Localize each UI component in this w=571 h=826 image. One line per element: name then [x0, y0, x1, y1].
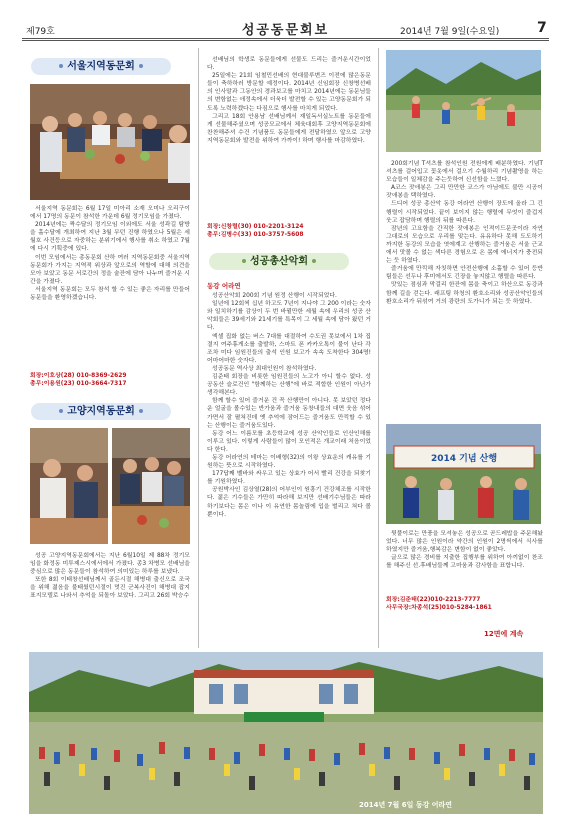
- seoul-contacts: 회장:이호상(28) 010-8369-2629 총무:이용원(23) 010-3664-7317: [30, 373, 127, 388]
- goyang-photo-right: [112, 428, 190, 544]
- column-rule: [198, 48, 199, 648]
- hiking-exercise-photo: [386, 50, 541, 152]
- page-number: 7: [537, 20, 547, 36]
- group-hiking-photo: [29, 652, 543, 814]
- header-rule-thin: [22, 40, 549, 41]
- sanak-contacts: 회장:김준태(22)010-2213-7777 사무국장:차종석(25)010-5284-1861: [386, 597, 492, 612]
- bullet-dot-icon: [242, 259, 246, 263]
- goyang-photo-left: [30, 428, 108, 544]
- goyang-contacts: 회장:신창렬(30) 010-2201-3124 총무:김병수(33) 010-3757-5608: [207, 224, 304, 239]
- bullet-dot-icon: [59, 409, 63, 413]
- sanak-article-end: 뒷풀이로는 만풍을 모셔놓은 성공으로 곧드레밥을 주문해놨었다. 너무 많은 인원이라 약간의 인원이 2명씩에서 식사를 하였지만 즐거움,행복감은 변함이 없이 좋았다. 글으로 많은 경비를 지출한 집행부를 위하여 아끼없이 찬조를 해주신 선.후배님들께 고마움과 감사함을 표합니다.: [386, 531, 543, 570]
- seoul-meeting-photo: [30, 84, 190, 200]
- seoul-section-title: 서울지역동문회: [31, 58, 171, 75]
- issue-date: 2014년 7월 9일(수요일): [400, 27, 500, 37]
- bullet-dot-icon: [139, 409, 143, 413]
- newsletter-title: 성공동문회보: [241, 23, 330, 38]
- goyang-article: 성공 고양지역동문회에서는 지난 6월10일 제 88차 정기모임을 화정동 미투제스시에서에서 가졌다. 종3 차병모 선배님을 중심으로 많은 동문들이 참석하여 의미있는 하루를 보냈다. 또한 8회 이태창선배님께서 골든시절 해병대 출신으로 조국을 위해 젊음을 불태웠던시절이 멋진 군복사진이 해병대 잡지 표지모델로 나와서 추억을 되돌아 보았다. 그리고 26회 박승수: [30, 553, 190, 600]
- goyang-article-continued: 선배님의 학생로 동문들에게 선물도 드리는 즐거운시간이었다. 25일에는 21회 임철민선배의 현대불루변즈 이전에 많은동문들이 축하하러 방문할 예정이다. 2014년 신임회장 신창병선배의 인사말과 그동안의 경과보고를 마치고 2014년에는 동문님들의 변함없는 애정속에서 더욱더 발전할 수 있는 고양동문회가 되도록 노력하겠다는 다짐으로 행사를 마치게 되었다. 그리고 18회 안용남 선배님께서 재일독서실노트를 동문들에게 선물해주셨으며 성공모교에서 체육대회후 고양지역동문회에 찬찬해주셔 수건 기념품도 동문들에게 전달하였으 앞으로 고양지역동문회와 발전을 위하여 가까이! 하며 행사를 마감하였다.: [207, 57, 371, 144]
- seoul-article: 서울지역 동문회는 6월 17일 미아리 소재 오미나 오리구이에서 17명의 동문이 참석한 가운데 6월 정기모임을 가졌다. 2014년에는 짝수달의 정기모임 이외에도 서울 성곽길 탐방을 홀수달에 개최하여 지난 3월 무던 진행 하였으나 5월은 세월호 사건등으로 자중하는 분위기에서 행사를 취소 하였고 7월에 다시 기획중에 있다. 이번 모임에서는 총동문회 산하 여러 지역동문회중 서울지역 동문회가 가지는 지역적 위상과 앞으로의 역할에 대해 의견을 모아 보았고 동문 서로간의 정을 술잔에 담아 나누며 즐거운 시간을 가졌다. 서울지역 동문회는 모두 참석 할 수 있는 좋은 자리를 만들어 동문들을 환영하겠습니다.: [30, 206, 190, 302]
- sanak-section-title: 성공총산악회: [209, 253, 349, 270]
- continued-notice: 12면에 계속: [484, 630, 524, 638]
- banner-text: 2014 기념 산행: [430, 454, 498, 464]
- sanak-article-continued: 200회기념 T셔츠를 참석인원 전원에게 배분하였다. 기념T셔츠를 걸어입고 꽃옷에서 걸으기 수월하리 기념촬영을 하는 모습들이 일체감을 주는듯하여 신선함을 느꼈다. A코스 잣애봉은 그리 만만한 코스가 아님에도 불만 시공이 잣애봉을 택하였다. 드디어 성공 총산악 동강 어라연 산행이 장도에 올라 그 긴 행렬이 시작되었다. 끝이 보이지 않는 행렬에 무엇이 즐겁지 웃고 잡담하며 행렬의 뒤를 따른다. 잠년의 고요함을 간직한 잣애봉은 인적이드문곳이라 자연 그대로의 모습으로 우리를 맞는다. 유유하다 못해 도도하기 까지한 동강의 모습을 엿에계고 산행하는 즐거움은 서울 근교에서 맛볼 수 없는 색다른 경험으로 온 몸에 에너지가 충전되는 듯 하였다. 즐거움에 만끽해 자칫하면 안전산행에 소홀할 수 있어 등반팀들은 선두나 후미에서도 긴장을 놓지않고 행렬을 따른다. 맛있는 점심과 막걸리 한잔에 몸을 축이고 하산으로 동강과 함께 길을 걷는다. 래프팅 하청의 환호소리와 성공산악인들의 환호소리가 뒤섞여 거의 광란의 도가니가 되는 듯 하였다.: [386, 161, 543, 305]
- anniversary-banner-photo: [386, 424, 541, 524]
- bullet-dot-icon: [59, 64, 63, 68]
- bullet-dot-icon: [312, 259, 316, 263]
- column-rule: [378, 48, 379, 648]
- issue-number: 제79호: [26, 27, 55, 37]
- group-photo-caption: 2014년 7월 6일 동강 어라연: [359, 801, 453, 809]
- bullet-dot-icon: [139, 64, 143, 68]
- goyang-section-title: 고양지역동문회: [31, 403, 171, 420]
- header-rule: [22, 38, 549, 39]
- sanak-article: 동강 어라연 성공산악회 200회 기념 원정 산행이 시작되었다. 일년에 12회씩 십년 하고도 7년이 지나야 그 200 이라는 숫자와 일치하기를 감상이 두 번 바뀔만한 세월 속에 우리의 성공 산악회들은 39세기와 21세기를 특목이 그 세월 속에 담아 왔던 거다. 엑셀 집화 없는 버스 7대를 대절하여 수도권 못보에서 1차 집결지 여주휴게소를 출발하, 스마트 폰 카카오톡이 불이 난다 각 조차 미다 임원진들의 출석 인원 보고가 속속 도착한다 304명! 어마어마한 숫자다. 성공동문 역사상 최대인원이 참석하였다. 김준태 회장을 비롯한 임원진들의 노고가 아니 할수 없다. 성공동산 슬로건인 "함께하는 산행"에 바로 적합한 인원이 아닌가 생각해본다. 함께 할수 있어 즐거운 건 꼭 산행만이 아니다. 못 보았던 정다운 얼굴을 볼수있는 반가움과 즐거움 동창내들의 대면 웃음 섞어가면서 잘 펼쳐진데 옛 추억에 잠어드는 즐거움도 만끽할 수 있는 산행이는 즐거움도있다. 동강 어느 이름모를 초등학교에 성공 산악인들로 인산인해를 이루고 있다. 이렇게 사람들이 많이 모인적은 개교이래 처음이었다 한다. 동강 어라연의 테마는 이배형(32)의 이왕 상효운의 캐유를 기원하는 뜻으로 시작하였다. 177답째 벨바와 싸우고 있는 상효가 어서 빨리 건강을 되찾기를 기원하였다. 공원박사인 김상열(28)의 어부인이 원흥기 건강체조를 시작한다. 젊은 기수들은 가만히 따라해 보지만 선배기수님들은 따라 하기보다는 몸은 이나 이 유연한 몸놀림에 입을 벌리고 쳐다 볼 뿐이다.: [207, 282, 371, 518]
